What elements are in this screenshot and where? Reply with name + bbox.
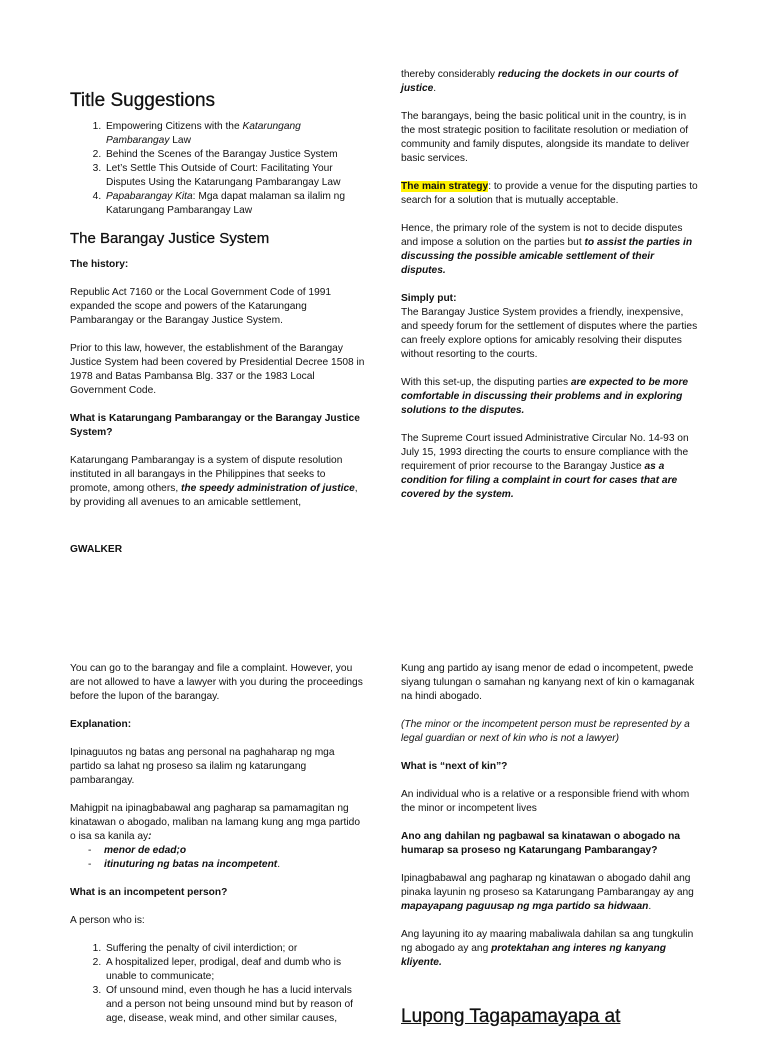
paragraph: Ang layuning ito ay maaring mabaliwala dahilan sa ang tungkulin ng abogado ay ang protektahan ang interes ng kanyang kliyente. <box>401 929 694 968</box>
list-item: 1. Suffering the penalty of civil interdiction; or <box>104 942 368 956</box>
paragraph: Prior to this law, however, the establishment of the Barangay Justice System had been covered by Presidential Decree 1508 in 1978 and Batas Pambansa Blg. 337 or the 1983 Local Government Code. <box>70 343 365 396</box>
question-heading: Ano ang dahilan ng pagbawal sa kinatawan o abogado na humarap sa proseso ng Katarungang Pambarangay? <box>401 831 681 856</box>
title-suggestions-list <box>70 120 366 218</box>
list-item: 1. Empowering Citizens with the Katarungang Pambarangay Law <box>104 120 366 148</box>
paragraph: Simply put: The Barangay Justice System provides a friendly, inexpensive, and speedy forum for the settlement of disputes where the parties can freely explore options for amicably resolving their disputes without resorting to the courts. <box>401 293 698 360</box>
paragraph: thereby considerably reducing the dockets in our courts of justice. <box>401 69 678 94</box>
page1-left-column <box>70 120 366 524</box>
section-heading: The Barangay Justice System <box>70 230 270 247</box>
list-item: 3. Let’s Settle This Outside of Court: Facilitating Your Disputes Using the Katarungang Pambarangay Law <box>104 162 366 190</box>
page2-left-column <box>70 662 368 1040</box>
incompetent-list <box>70 942 368 1026</box>
paragraph: You can go to the barangay and file a complaint. However, you are not allowed to have a lawyer with you during the proceedings before the lupon of the barangay. <box>70 663 363 702</box>
page-title: Title Suggestions <box>70 90 216 111</box>
paragraph: A person who is: <box>70 915 145 926</box>
list-item: - menor de edad;o <box>88 844 368 858</box>
list-item: 4. Papabarangay Kita: Mga dapat malaman sa ilalim ng Katarungang Pambarangay Law <box>104 190 366 218</box>
paragraph: The barangays, being the basic political unit in the country, is in the most strategic position to facilitate resolution or mediation of community and family disputes, alongside its mandate to deliver basic services. <box>401 111 690 164</box>
list-item: 2. Behind the Scenes of the Barangay Justice System <box>104 148 366 162</box>
paragraph: Republic Act 7160 or the Local Government Code of 1991 expanded the scope and powers of the Katarungang Pambarangay or the Barangay Justice System. <box>70 287 332 326</box>
paragraph: Katarungang Pambarangay is a system of dispute resolution instituted in all barangays in the Philippines that seeks to promote, among others, the speedy administration of justice, by providing all avenues to an amicable settlement, <box>70 455 358 508</box>
question-heading: What is “next of kin”? <box>401 761 508 772</box>
paragraph: Hence, the primary role of the system is not to decide disputes and impose a solution on the parties but to assist the parties in discussing the possible amicable settlement of their disputes. <box>401 223 693 276</box>
list-item: 3. Of unsound mind, even though he has a lucid intervals and a person not being unsound mind but by reason of age, disease, weak mind, and other similar causes, <box>104 984 368 1026</box>
paragraph: The Supreme Court issued Administrative Circular No. 14-93 on July 15, 1993 directing the courts to ensure compliance with the requirement of prior recourse to the Barangay Justice as a condition for filing a complaint in court for cases that are covered by the system. <box>401 433 689 500</box>
list-item: - itinuturing ng batas na incompetent. <box>88 858 368 872</box>
paragraph: The main strategy: to provide a venue for the disputing parties to search for a solution that is mutually acceptable. <box>401 181 698 206</box>
explanation-label: Explanation: <box>70 719 132 730</box>
exception-list <box>70 844 368 872</box>
section-heading: Lupong Tagapamayapa at <box>401 1006 621 1027</box>
question-heading: What is an incompetent person? <box>70 887 228 898</box>
paragraph: (The minor or the incompetent person must be represented by a legal guardian or next of kin who is not a lawyer) <box>401 719 690 744</box>
page2-right-column <box>401 662 699 984</box>
question-heading: What is Katarungang Pambarangay or the Barangay Justice System? <box>70 413 360 438</box>
paragraph: Ipinaguutos ng batas ang personal na paghaharap ng mga partido sa lahat ng proseso sa ilalim ng katarungang pambarangay. <box>70 747 335 786</box>
list-item: 2. A hospitalized leper, prodigal, deaf and dumb who is unable to communicate; <box>104 956 368 984</box>
paragraph: With this set-up, the disputing parties are expected to be more comfortable in discussing their problems and in exploring solutions to the disputes. <box>401 377 689 416</box>
paragraph: Kung ang partido ay isang menor de edad o incompetent, pwede siyang tulungan o samahan ng kanyang next of kin o kamaganak na hindi abogado. <box>401 663 695 702</box>
highlighted-label: The main strategy <box>401 181 489 192</box>
paragraph: An individual who is a relative or a responsible friend with whom the minor or incompetent lives <box>401 789 690 814</box>
page1-right-column <box>401 68 699 516</box>
history-label: The history: <box>70 259 129 270</box>
paragraph: Mahigpit na ipinagbabawal ang pagharap sa pamamagitan ng kinatawan o abogado, maliban na lamang kung ang mga partido o isa sa kanila ay: <box>70 803 360 842</box>
paragraph: Ipinagbabawal ang pagharap ng kinatawan o abogado dahil ang pinaka layunin ng proseso sa Katarungang Pambarangay ay ang mapayapang paguusap ng mga partido sa hidwaan. <box>401 873 694 912</box>
author-label: GWALKER <box>70 544 123 555</box>
